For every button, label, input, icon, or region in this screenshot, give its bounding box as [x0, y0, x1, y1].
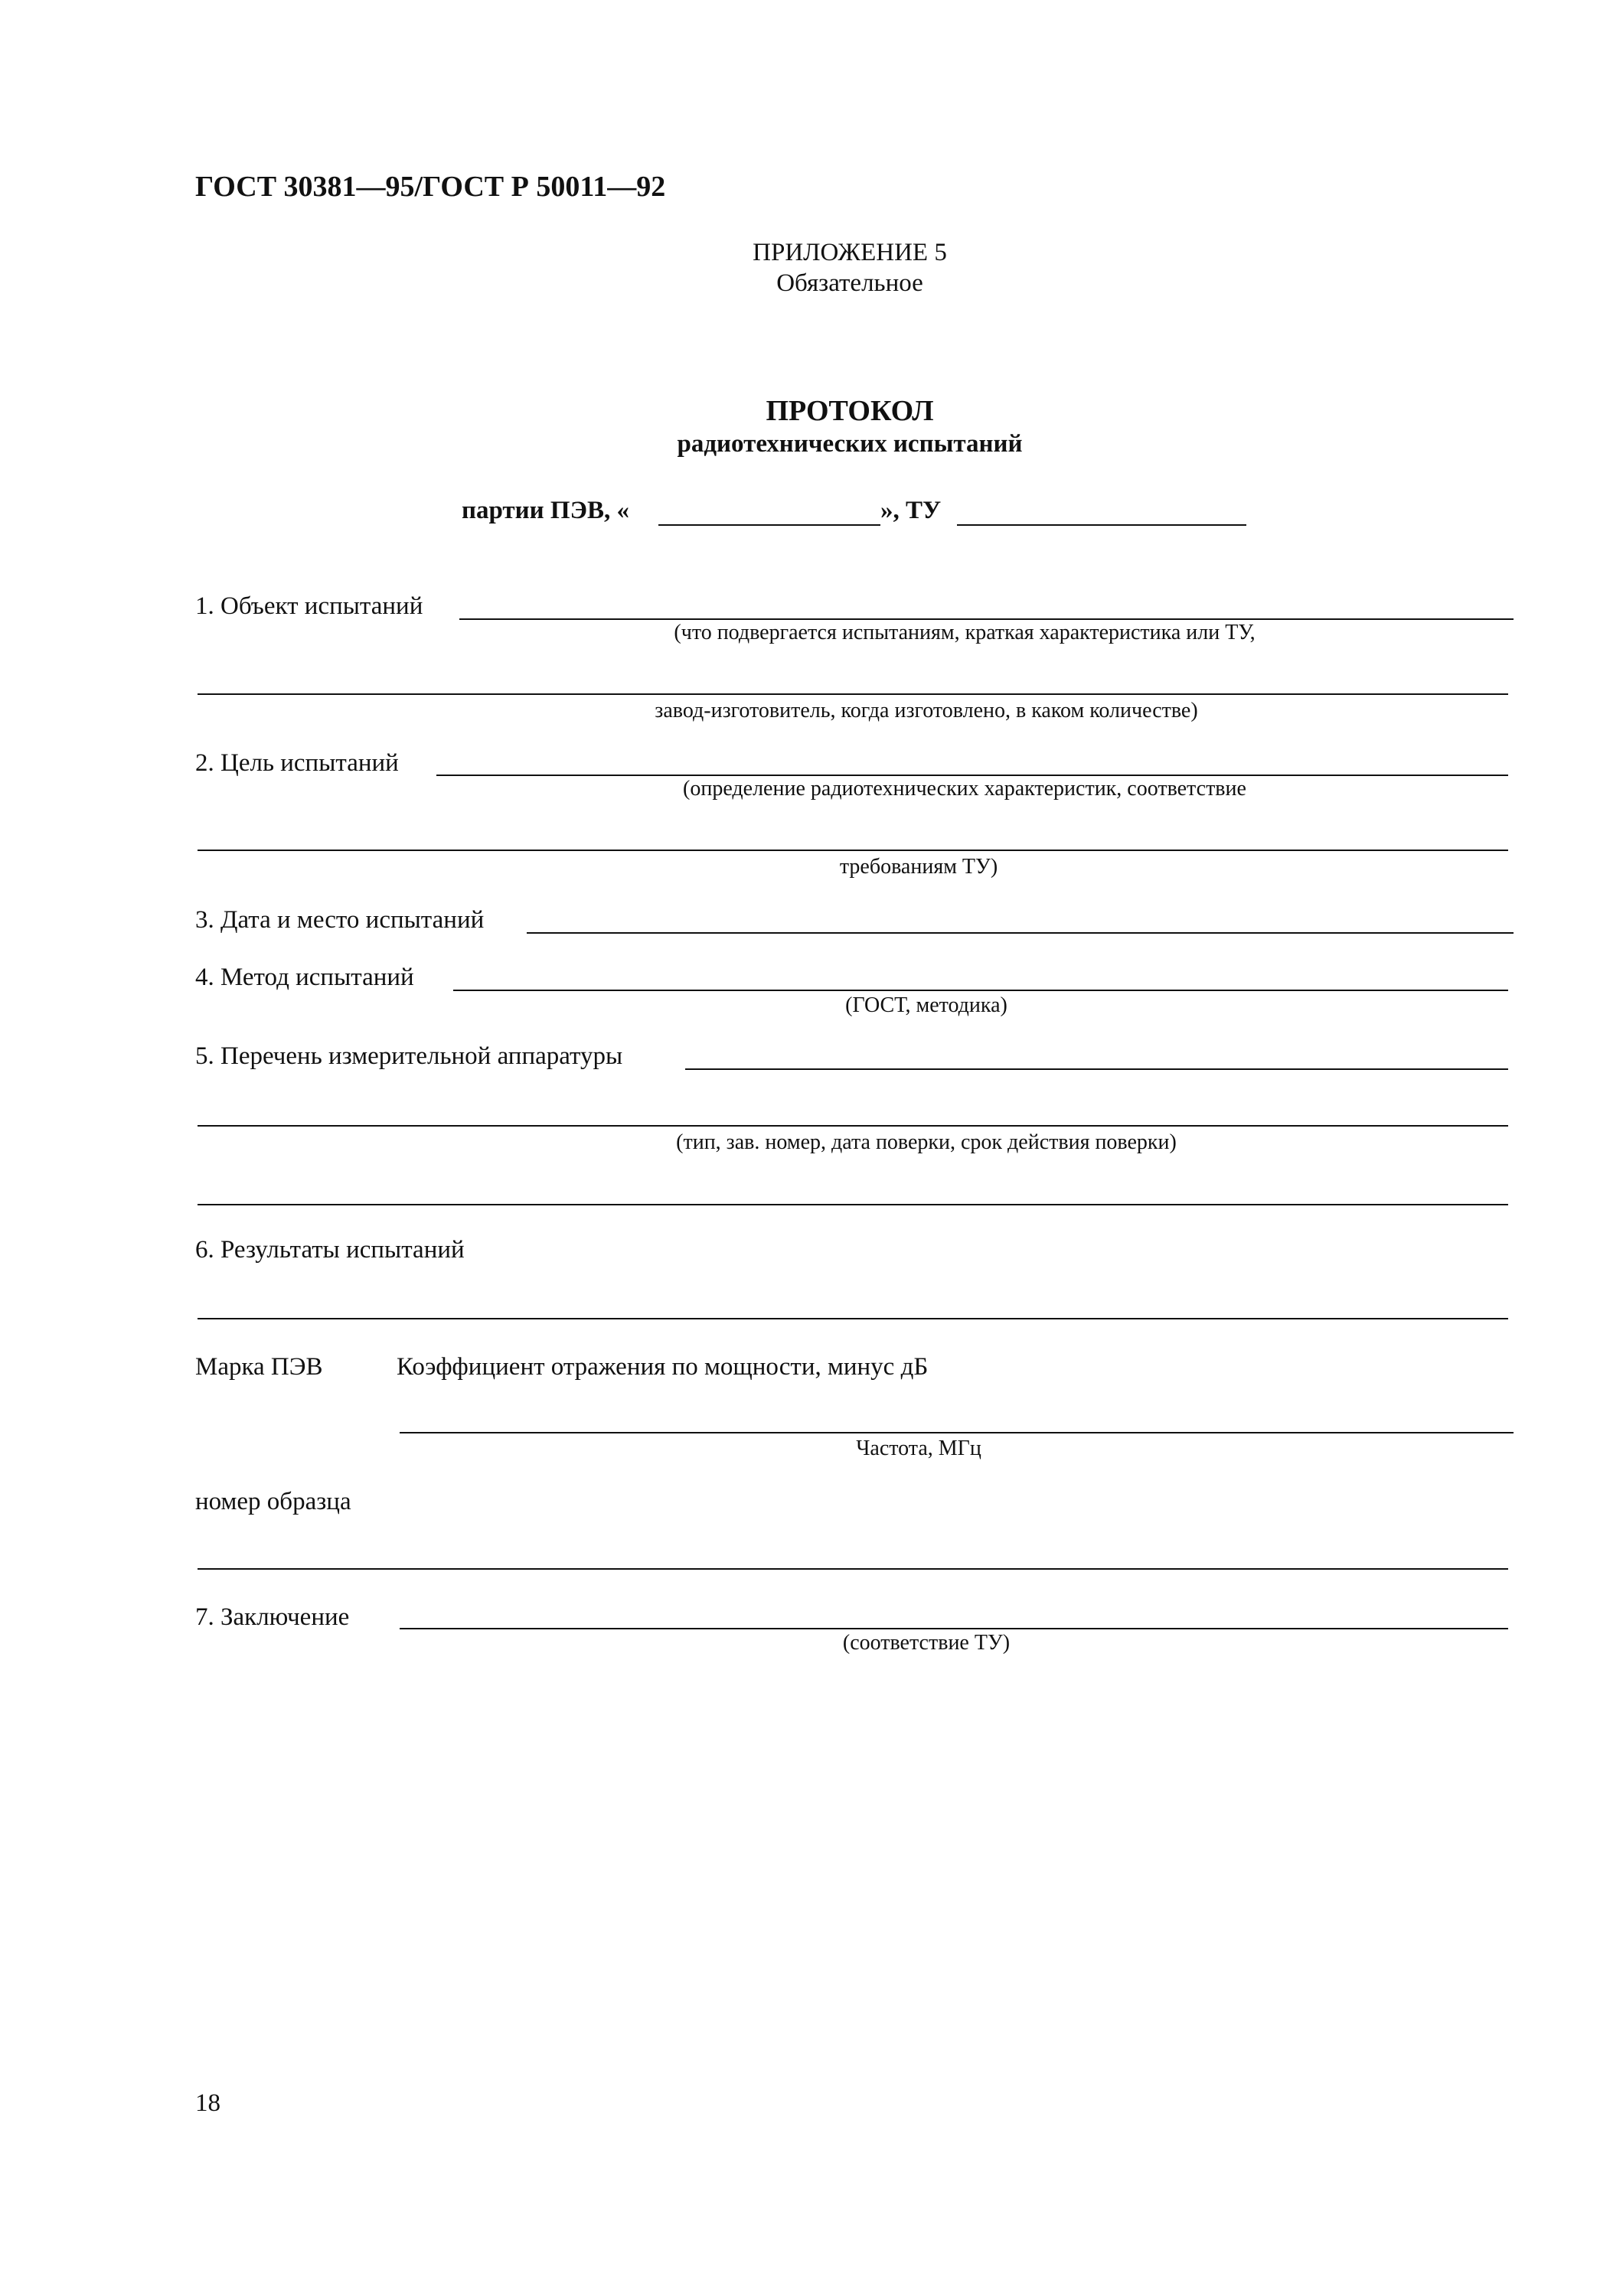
conclusion-hint: (соответствие ТУ) — [842, 1631, 1011, 1655]
tu-field[interactable] — [957, 524, 1246, 526]
object-field-line-2[interactable] — [198, 693, 1508, 695]
object-hint-2: завод-изготовитель, когда изготовлено, в каком количестве) — [655, 699, 1198, 722]
brand-label: Марка ПЭВ — [195, 1353, 323, 1381]
equipment-field-line-3[interactable] — [198, 1204, 1508, 1205]
purpose-label: 2. Цель испытаний — [195, 749, 399, 777]
results-field[interactable] — [198, 1318, 1508, 1319]
equipment-hint: (тип, зав. номер, дата поверки, срок действия поверки) — [676, 1130, 1177, 1154]
purpose-field-line-2[interactable] — [198, 850, 1508, 851]
document-code: ГОСТ 30381—95/ГОСТ Р 50011—92 — [195, 171, 666, 203]
purpose-hint-2: требованиям ТУ) — [839, 855, 998, 879]
equipment-field[interactable] — [685, 1068, 1508, 1070]
sample-number-field[interactable] — [198, 1568, 1508, 1570]
page-number: 18 — [195, 2089, 220, 2117]
purpose-hint-1: (определение радиотехнических характеристик, соответствие — [683, 777, 1246, 801]
object-label: 1. Объект испытаний — [195, 592, 423, 620]
tu-label: », ТУ — [880, 497, 942, 524]
protocol-title: ПРОТОКОЛ — [766, 395, 934, 427]
batch-prefix: партии ПЭВ, « — [462, 497, 629, 524]
sample-number-label: номер образца — [195, 1488, 351, 1515]
equipment-label: 5. Перечень измерительной аппаратуры — [195, 1042, 623, 1070]
object-hint-1: (что подвергается испытаниям, краткая характеристика или ТУ, — [674, 621, 1256, 644]
method-label: 4. Метод испытаний — [195, 964, 414, 991]
protocol-subtitle: радиотехнических испытаний — [677, 430, 1023, 458]
reflection-coefficient-label: Коэффициент отражения по мощности, минус дБ — [397, 1353, 929, 1381]
frequency-field[interactable] — [400, 1432, 1514, 1433]
conclusion-field[interactable] — [400, 1628, 1508, 1629]
results-label: 6. Результаты испытаний — [195, 1236, 465, 1264]
method-hint: (ГОСТ, методика) — [845, 993, 1007, 1017]
date-place-label: 3. Дата и место испытаний — [195, 906, 485, 934]
conclusion-label: 7. Заключение — [195, 1603, 350, 1631]
frequency-label: Частота, МГц — [856, 1437, 981, 1460]
date-place-field[interactable] — [527, 932, 1514, 934]
appendix-status: Обязательное — [776, 269, 923, 297]
batch-name-field[interactable] — [658, 524, 880, 526]
equipment-field-line-2[interactable] — [198, 1125, 1508, 1127]
method-field[interactable] — [453, 990, 1508, 991]
appendix-number: ПРИЛОЖЕНИЕ 5 — [753, 239, 947, 266]
